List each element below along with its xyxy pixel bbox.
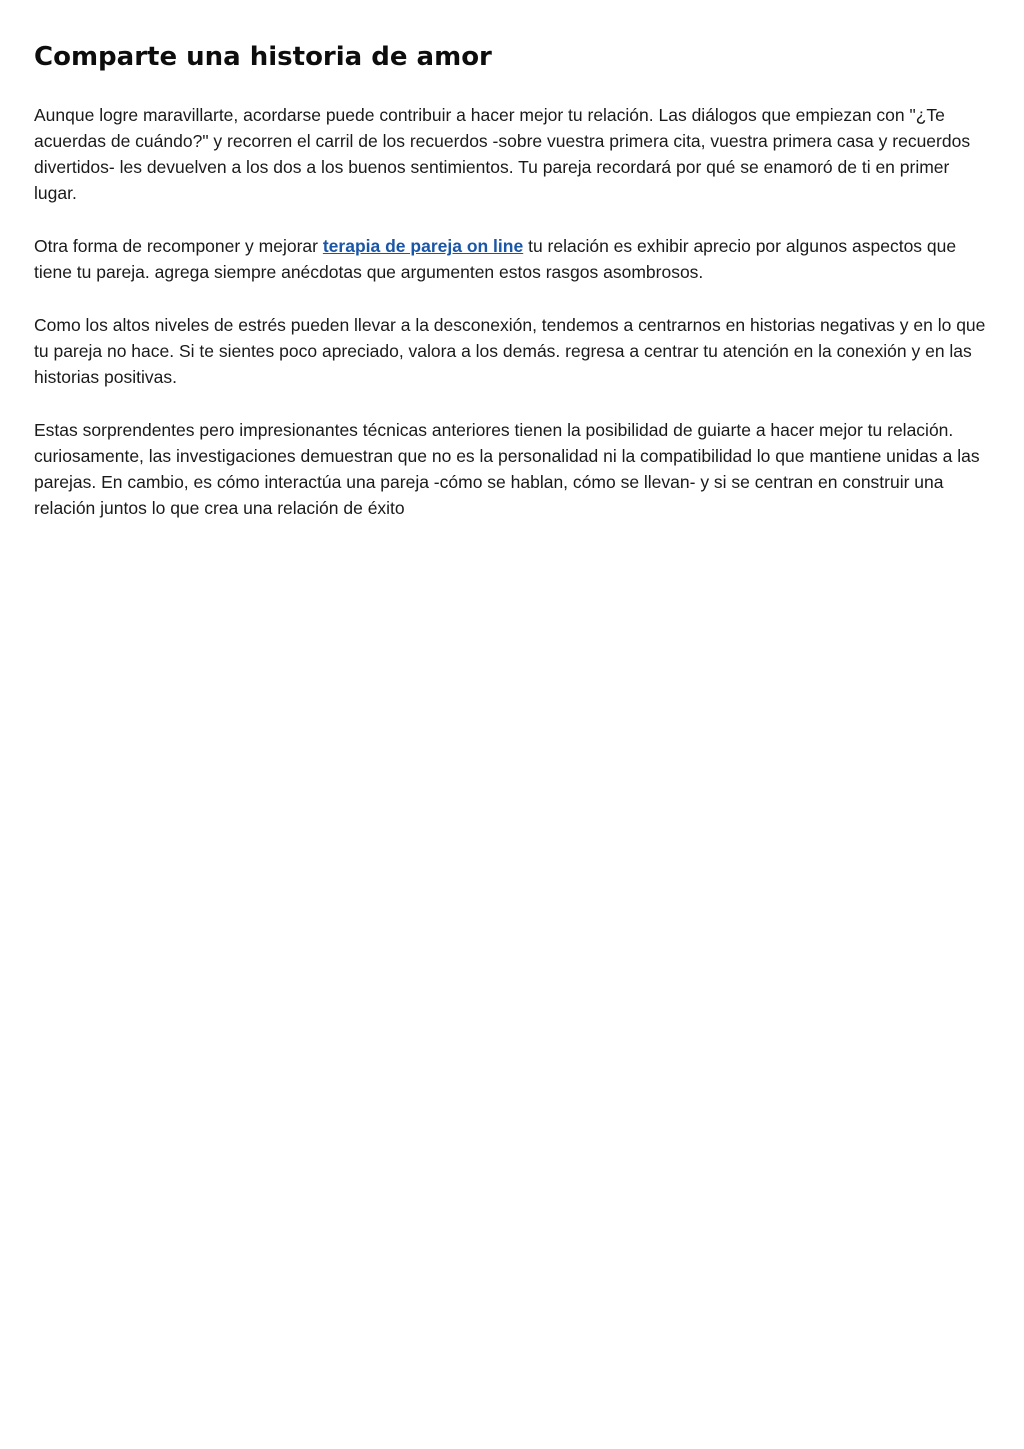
therapy-link[interactable]: terapia de pareja on line: [322, 236, 524, 256]
paragraph-1: Aunque logre maravillarte, acordarse puede contribuir a hacer mejor tu relación. Las diálogos que empiezan con "¿Te acuerdas de cuándo?" y recorren el carril de los recuerdos -sobre vuestra primera cita, vuestra primera casa y recuerdos divertidos- les devuelven a los dos a los buenos sentimientos. Tu pareja recordará por qué se enamoró de ti en primer lugar.: [34, 105, 971, 203]
document-page: [34, 38, 996, 548]
paragraph-4: Estas sorprendentes pero impresionantes técnicas anteriores tienen la posibilidad de guiarte a hacer mejor tu relación. curiosamente, las investigaciones demuestran que no es la personalidad ni la compatibilidad lo que mantiene unidas a las parejas. En cambio, es cómo interactúa una pareja -cómo se hablan, cómo se llevan- y si se centran en construir una relación juntos lo que crea una relación de éxito: [34, 420, 980, 518]
paragraph-3: Como los altos niveles de estrés pueden llevar a la desconexión, tendemos a centrarnos en historias negativas y en lo que tu pareja no hace. Si te sientes poco apreciado, valora a los demás. regresa a centrar tu atención en la conexión y en las historias positivas.: [34, 315, 986, 387]
page-title: Comparte una historia de amor: [34, 42, 492, 72]
paragraph-2: [34, 233, 996, 285]
paragraph-2-text-before: Otra forma de recomponer y mejorar: [34, 236, 323, 256]
paragraph-2-text-after: tu relación es exhibir aprecio por algunos aspectos que tiene tu pareja. agrega siempre anécdotas que argumenten estos rasgos asombrosos.: [34, 236, 957, 282]
